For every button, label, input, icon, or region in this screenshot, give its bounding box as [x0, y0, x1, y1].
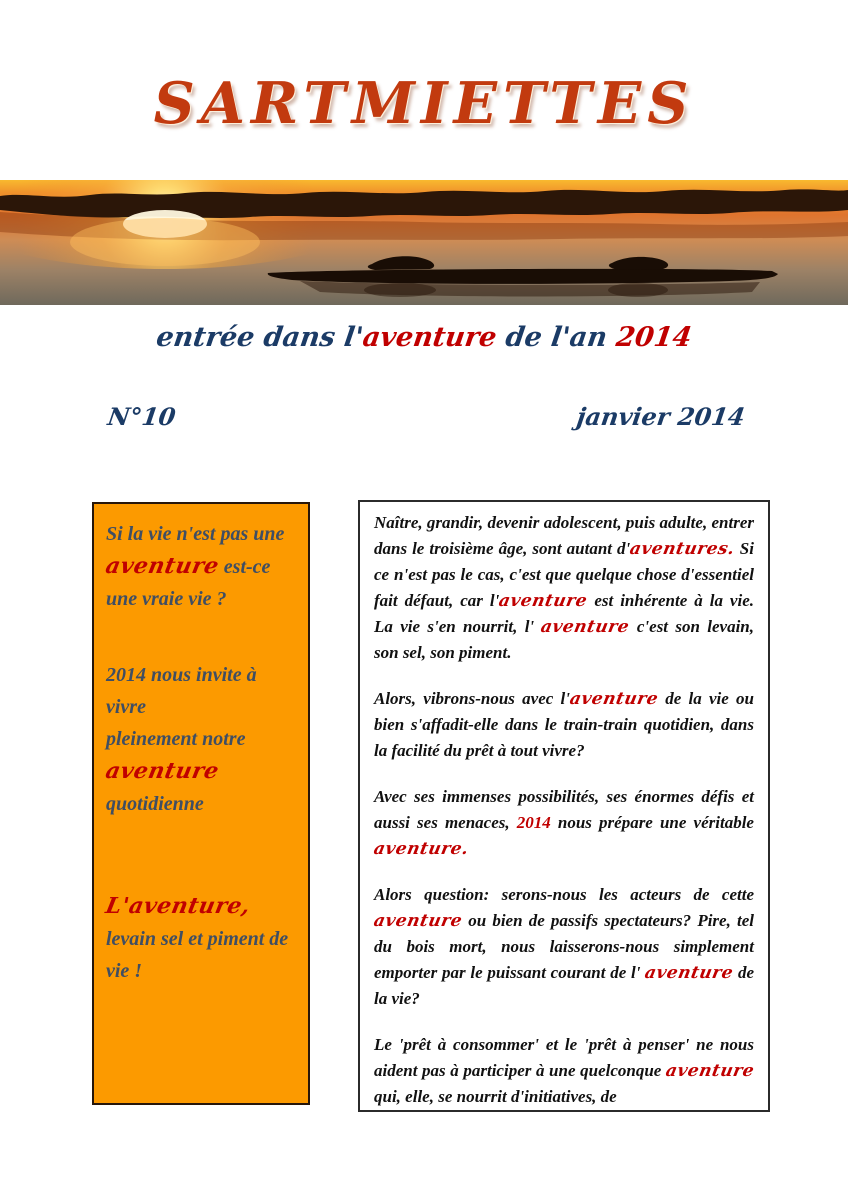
sidebar-aventure-word: aventure: [103, 553, 222, 579]
aventure-word: aventures.: [628, 539, 737, 559]
paragraph-3: [374, 784, 754, 862]
sunset-lake-canoe-illustration: [0, 180, 848, 305]
subtitle-text-2: de l'an: [494, 322, 619, 353]
body-text: de la vie?: [374, 963, 754, 1008]
sidebar-block-1: [103, 518, 296, 615]
aventure-word: aventure: [497, 591, 590, 611]
aventure-word: aventure: [643, 963, 736, 983]
paragraph-1: [374, 510, 754, 666]
sidebar-line: vivre: [106, 696, 146, 718]
body-text: ou bien de passifs spectateurs? Pire, tel du bois mort, nous laisserons-nous simplement emporter par le puissant courant de l': [374, 911, 754, 982]
body-text: Le 'prêt à consommer' et le 'prêt à penser' ne nous aident pas à participer à une quelconque: [374, 1035, 754, 1080]
aventure-word: aventure: [568, 689, 660, 709]
issue-number: N°10: [105, 402, 178, 431]
aventure-word: aventure: [663, 1061, 756, 1081]
body-text: qui, elle, se nourrit d'initiatives, de: [374, 1087, 617, 1106]
subtitle-aventure: aventure: [360, 322, 499, 353]
sidebar-aventure-word: L'aventure,: [103, 893, 253, 919]
sidebar-text: Si la vie n'est pas une: [106, 523, 285, 545]
sidebar-text: levain sel et piment de vie !: [106, 928, 289, 982]
body-text: Si ce n'est pas le cas, c'est que quelque chose d'essentiel fait défaut, car l': [374, 539, 754, 610]
body-text: nous prépare une véritable: [550, 813, 754, 832]
body-text: est inhérente à la vie. La vie s'en nourrit, l': [374, 591, 754, 636]
subtitle-text-1: entrée dans l': [154, 322, 366, 353]
main-article-box: [358, 500, 770, 1112]
body-text: de la vie ou bien s'affadit-elle dans le train-train quotidien, dans la facilité du prêt à tout vivre?: [374, 689, 754, 760]
body-text: Alors, vibrons-nous avec l': [374, 689, 570, 708]
body-text: c'est son levain, son sel, son piment.: [374, 617, 755, 662]
aventure-word: aventure: [372, 911, 465, 931]
sidebar-callout-box: [92, 502, 310, 1105]
sidebar-block-2: [103, 659, 296, 820]
paragraph-4: [374, 882, 754, 1012]
body-text: Avec ses immenses possibilités, ses énormes défis et aussi ses menaces,: [374, 787, 754, 832]
page-title: SARTMIETTES: [153, 70, 695, 137]
banner-photo: [0, 180, 848, 305]
year-highlight: 2014: [516, 813, 551, 832]
sidebar-line: quotidienne: [106, 793, 204, 815]
sidebar-text: est-ce une vraie vie ?: [106, 556, 271, 610]
issue-row: [0, 402, 848, 442]
body-text: Alors question: serons-nous les acteurs de cette: [374, 885, 754, 904]
body-text: Naître, grandir, devenir adolescent, puis adulte, entrer dans le troisième âge, sont autant d': [374, 513, 754, 558]
subtitle: [0, 322, 848, 353]
issue-date: janvier 2014: [575, 402, 748, 431]
sidebar-line: pleinement notre: [106, 728, 246, 750]
sidebar-block-3: [103, 890, 296, 987]
aventure-word: aventure.: [372, 839, 471, 859]
paragraph-2: [374, 686, 754, 764]
aventure-word: aventure: [539, 617, 632, 637]
sidebar-line: 2014 nous invite à: [106, 664, 257, 686]
paragraph-5: [374, 1032, 754, 1110]
sidebar-aventure-word: aventure: [103, 758, 222, 784]
subtitle-year: 2014: [614, 322, 694, 353]
